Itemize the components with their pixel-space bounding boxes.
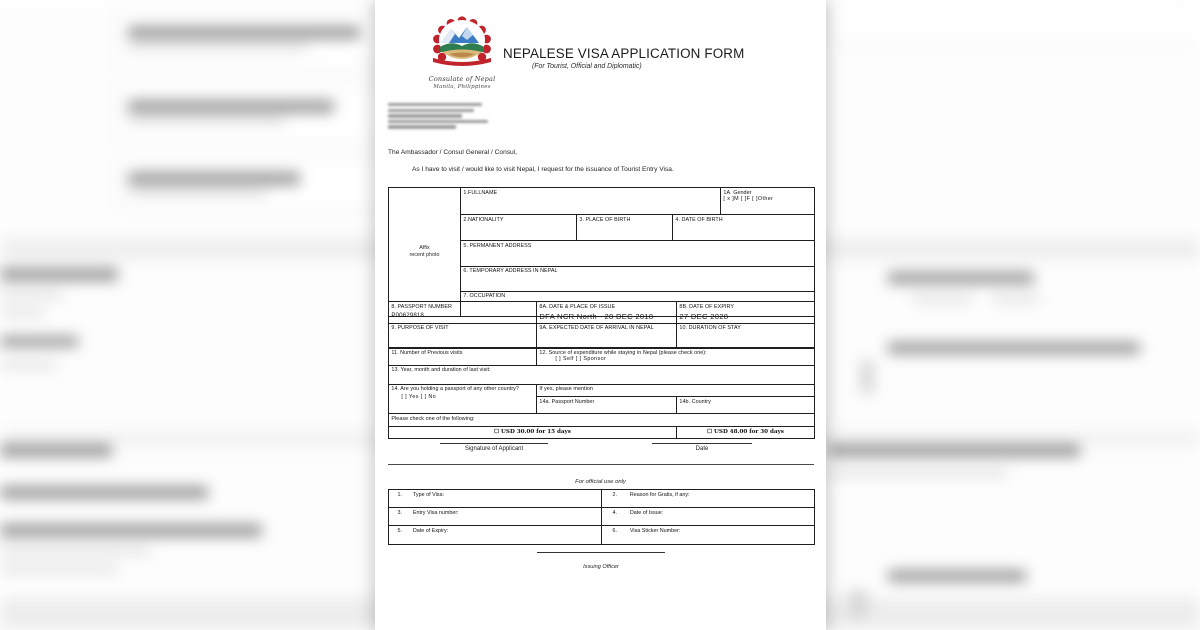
consulate-address-line bbox=[388, 109, 474, 112]
table-row bbox=[389, 365, 815, 384]
table-row bbox=[389, 348, 815, 366]
date-place-of-issue-field[interactable] bbox=[537, 302, 677, 324]
last-visit-label: 13. Year, month and duration of last visit: bbox=[391, 367, 491, 374]
date-of-expiry-label: 8B. DATE OF EXPIRY bbox=[679, 303, 735, 310]
table-row bbox=[389, 323, 815, 348]
other-passport-options[interactable]: [ ] Yes [ ] No bbox=[401, 394, 437, 401]
page-title: NEPALESE VISA APPLICATION FORM bbox=[503, 46, 745, 61]
official-row-1-left-number: 1. bbox=[389, 490, 411, 508]
visa-application-document bbox=[375, 0, 826, 630]
signature-rule bbox=[440, 443, 548, 444]
other-passport-number-label: 14a. Passport Number bbox=[539, 398, 595, 405]
visits-and-fee-table bbox=[388, 347, 815, 439]
passport-number-label: 8. PASSPORT NUMBER bbox=[391, 303, 452, 310]
table-row bbox=[389, 508, 815, 526]
official-row-3-right-label[interactable]: Visa Sticker Number: bbox=[628, 526, 815, 544]
purpose-of-visit-label: 9. PURPOSE OF VISIT bbox=[391, 325, 449, 332]
nationality-field[interactable] bbox=[461, 215, 577, 241]
applicant-signature-label: Signature of Applicant bbox=[464, 446, 524, 453]
expected-arrival-label: 9A. EXPECTED DATE OF ARRIVAL IN NEPAL bbox=[539, 325, 654, 332]
affix-photo-cell[interactable] bbox=[389, 188, 461, 317]
official-use-table bbox=[388, 489, 815, 545]
fullname-field[interactable] bbox=[461, 188, 721, 215]
date-of-expiry-value: 27 DEC 2028 bbox=[679, 311, 729, 321]
source-of-expenditure-options[interactable]: [ ] Self [ ] Sponsor bbox=[555, 356, 607, 363]
fee-30-days-label: USD 48.00 for 30 days bbox=[714, 429, 784, 436]
signature-date-label: Date bbox=[695, 446, 709, 453]
signature-date-field[interactable] bbox=[652, 443, 752, 452]
section-divider bbox=[388, 464, 814, 465]
other-passport-number-field[interactable] bbox=[537, 397, 677, 414]
place-of-birth-label: 3. PLACE OF BIRTH bbox=[579, 216, 631, 223]
other-country-field[interactable] bbox=[677, 397, 815, 414]
table-row bbox=[389, 384, 815, 396]
consulate-address-line bbox=[388, 103, 482, 106]
if-yes-cell bbox=[537, 384, 815, 396]
previous-visits-label: 11. Number of Previous visits bbox=[391, 349, 463, 356]
official-row-2-right-label[interactable]: Date of Issue: bbox=[628, 508, 815, 526]
passport-details-table bbox=[388, 301, 815, 349]
applicant-signature-field[interactable] bbox=[440, 443, 548, 452]
official-use-heading: For official use only bbox=[575, 479, 626, 485]
last-visit-field[interactable] bbox=[389, 365, 815, 384]
previous-visits-field[interactable] bbox=[389, 348, 537, 366]
fee-15-days-label: USD 30.00 for 15 days bbox=[501, 429, 571, 436]
date-rule bbox=[652, 443, 752, 444]
gender-field[interactable] bbox=[721, 188, 815, 215]
permanent-address-field[interactable] bbox=[461, 241, 815, 266]
source-of-expenditure-label: 12. Source of expenditure while staying in Nepal (please check one): bbox=[539, 349, 707, 356]
date-of-expiry-field[interactable] bbox=[677, 302, 815, 324]
gender-options[interactable]: [ x ]M [ ]F [ ]Other bbox=[723, 196, 774, 203]
date-of-birth-label: 4. DATE OF BIRTH bbox=[675, 216, 723, 223]
other-passport-label: 14. Are you holding a passport of any other country? bbox=[391, 386, 519, 393]
if-yes-label: If yes, please mention bbox=[539, 386, 593, 393]
issuing-officer-label: Issuing Officer bbox=[583, 563, 619, 570]
fullname-label: 1.FULLNAME bbox=[463, 189, 498, 196]
date-of-birth-field[interactable] bbox=[673, 215, 815, 241]
salutation-text: The Ambassador / Consul General / Consul, bbox=[388, 149, 518, 156]
duration-of-stay-field[interactable] bbox=[677, 323, 815, 348]
official-row-2-right-number: 4. bbox=[602, 508, 628, 526]
request-statement: As I have to visit / would like to visit Nepal, I request for the issuance of Tourist Entry Visa. bbox=[412, 166, 674, 173]
other-passport-field[interactable] bbox=[389, 384, 537, 413]
official-row-1-left-label[interactable]: Type of Visa: bbox=[411, 490, 602, 508]
date-place-of-issue-value: DFA NCR North - 28 DEC 2018 bbox=[539, 311, 654, 321]
passport-number-field[interactable] bbox=[389, 302, 537, 324]
affix-photo-line1: Affix bbox=[419, 245, 430, 252]
other-country-label: 14b. Country bbox=[679, 398, 711, 405]
personal-details-table bbox=[388, 187, 815, 317]
official-row-3-right-number: 6. bbox=[602, 526, 628, 544]
place-of-birth-field[interactable] bbox=[577, 215, 673, 241]
consulate-address-line bbox=[388, 120, 488, 123]
fee-30-days-option[interactable] bbox=[677, 427, 815, 438]
consulate-address-block bbox=[388, 103, 504, 131]
table-row bbox=[389, 414, 815, 427]
official-row-1-right-number: 2. bbox=[602, 490, 628, 508]
purpose-of-visit-field[interactable] bbox=[389, 323, 537, 348]
table-row bbox=[389, 302, 815, 324]
permanent-address-label: 5. PERMANENT ADDRESS bbox=[463, 242, 532, 249]
nationality-label: 2.NATIONALITY bbox=[463, 216, 504, 223]
fee-15-days-checkbox[interactable]: ☐ bbox=[494, 429, 500, 436]
emblem-caption-line2: Manila, Philippines bbox=[433, 84, 491, 90]
official-row-3-left-label[interactable]: Date of Expiry: bbox=[411, 526, 602, 544]
gender-label: 1A. Gender bbox=[723, 189, 752, 196]
temporary-address-field[interactable] bbox=[461, 266, 815, 291]
source-of-expenditure-field[interactable] bbox=[537, 348, 815, 366]
temporary-address-label: 6. TEMPORARY ADDRESS IN NEPAL bbox=[463, 268, 558, 275]
fee-30-days-checkbox[interactable]: ☐ bbox=[707, 429, 713, 436]
official-row-2-left-number: 3. bbox=[389, 508, 411, 526]
official-row-3-left-number: 5. bbox=[389, 526, 411, 544]
official-row-1-right-label[interactable]: Reason for Gratis, if any: bbox=[628, 490, 815, 508]
emblem-caption-line1: Consulate of Nepal bbox=[428, 75, 496, 83]
table-row bbox=[389, 526, 815, 544]
check-one-label: Please check one of the following: bbox=[391, 415, 475, 422]
table-row bbox=[389, 427, 815, 438]
issuing-officer-rule bbox=[537, 552, 665, 553]
check-one-instruction bbox=[389, 414, 815, 427]
document-header bbox=[375, 10, 826, 102]
nepal-coat-of-arms-icon bbox=[424, 16, 500, 102]
date-place-of-issue-label: 8A. DATE & PLACE OF ISSUE bbox=[539, 303, 616, 310]
consulate-address-line bbox=[388, 114, 462, 117]
page-subtitle: (For Tourist, Official and Diplomatic) bbox=[532, 63, 642, 70]
table-row bbox=[389, 490, 815, 508]
table-row bbox=[389, 188, 815, 215]
affix-photo-line2: recent photo bbox=[409, 251, 440, 258]
issuing-officer-block[interactable] bbox=[537, 552, 665, 573]
fee-15-days-option[interactable] bbox=[389, 427, 677, 438]
expected-arrival-field[interactable] bbox=[537, 323, 677, 348]
passport-number-value: P00629818 bbox=[391, 311, 424, 319]
official-row-2-left-label[interactable]: Entry Visa number: bbox=[411, 508, 602, 526]
occupation-label: 7. OCCUPATION bbox=[463, 293, 506, 300]
duration-of-stay-label: 10. DURATION OF STAY bbox=[679, 325, 741, 332]
